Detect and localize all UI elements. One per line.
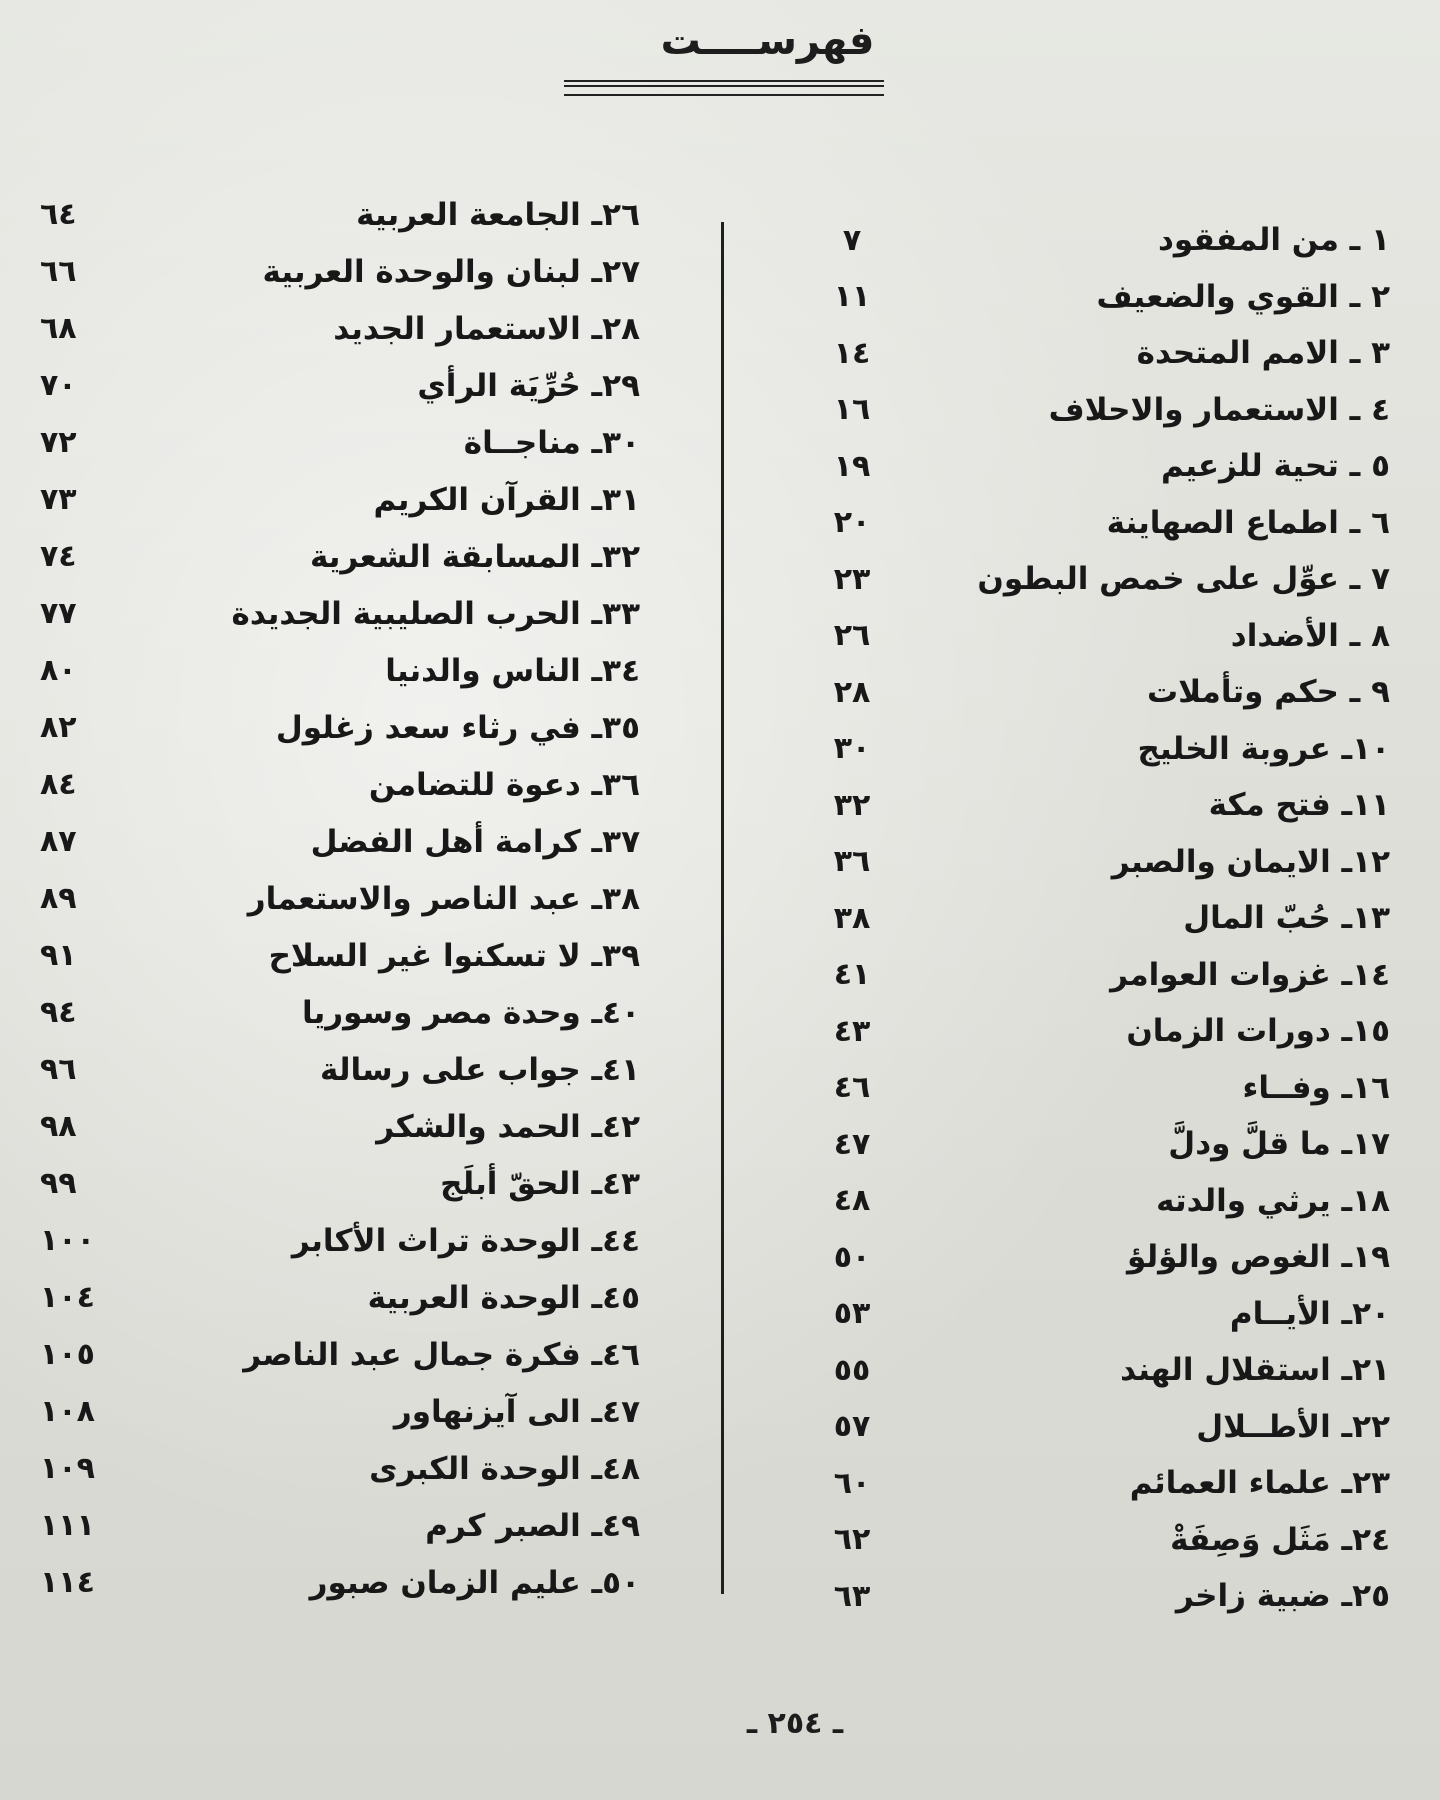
toc-entry	[820, 1342, 1390, 1399]
toc-entry-page: ١٦	[833, 392, 871, 428]
toc-entry-title: ٢٣ـ علماء العمائم	[1129, 1465, 1390, 1502]
toc-entry-title: ٢٦ـ الجامعة العربية	[356, 196, 640, 233]
toc-entry	[40, 186, 640, 243]
column-divider	[721, 222, 724, 1594]
toc-entry	[40, 927, 640, 984]
toc-entry-title: ٣٨ـ عبد الناصر والاستعمار	[247, 880, 640, 917]
toc-entry-page: ٨٢	[40, 710, 77, 745]
toc-entry-page: ٣٢	[833, 787, 871, 823]
toc-entry-title: ١٣ـ حُبّ المال	[1183, 900, 1390, 937]
toc-entry-title: ٢٨ـ الاستعمار الجديد	[333, 310, 640, 347]
toc-entry-title: ٣ ـ الامم المتحدة	[1136, 335, 1390, 372]
toc-entry-page: ٥٧	[833, 1409, 871, 1445]
toc-entry-page: ٣٠	[833, 731, 871, 767]
toc-entry	[40, 1440, 640, 1497]
toc-entry	[40, 642, 640, 699]
toc-entry-page: ١١١	[40, 1508, 95, 1543]
page-title: فهرســــت	[660, 18, 875, 64]
toc-entry-title: ١٠ـ عروبة الخليج	[1137, 730, 1390, 767]
toc-entry-title: ٤٣ـ الحقّ أبلَج	[440, 1165, 640, 1202]
toc-entry-page: ٨٠	[40, 653, 77, 688]
toc-entry-page: ٢٠	[833, 505, 871, 541]
toc-entry-page: ١٠٤	[40, 1280, 95, 1315]
toc-entry-title: ٥ ـ تحية للزعيم	[1160, 448, 1390, 485]
toc-entry	[820, 608, 1390, 665]
toc-entry-page: ٨٩	[40, 881, 77, 916]
toc-entry	[40, 471, 640, 528]
toc-entry-title: ٤ ـ الاستعمار والاحلاف	[1048, 391, 1390, 428]
toc-entry-page: ٤١	[833, 957, 871, 993]
toc-entry	[820, 1003, 1390, 1060]
toc-entry-page: ١٠٠	[40, 1223, 95, 1258]
toc-entry-page: ٩٩	[40, 1166, 77, 1201]
toc-entry	[40, 1269, 640, 1326]
toc-entry	[820, 721, 1390, 778]
toc-entry	[820, 1568, 1390, 1625]
toc-entry	[40, 414, 640, 471]
toc-entry-page: ١١٤	[40, 1565, 95, 1600]
toc-entry	[40, 1155, 640, 1212]
toc-entry	[820, 777, 1390, 834]
toc-entry-title: ٨ ـ الأضداد	[1230, 617, 1390, 654]
toc-entry	[820, 1060, 1390, 1117]
toc-entry	[40, 1497, 640, 1554]
toc-entry-title: ٣٧ـ كرامة أهل الفضل	[310, 823, 640, 860]
toc-entry-page: ٨٧	[40, 824, 77, 859]
toc-entry	[40, 1383, 640, 1440]
toc-entry	[820, 1512, 1390, 1569]
toc-entry-title: ١٩ـ الغوص والؤلؤ	[1127, 1239, 1390, 1276]
toc-entry	[40, 1098, 640, 1155]
toc-entry	[820, 438, 1390, 495]
toc-entry-page: ٧٧	[40, 596, 77, 631]
toc-entry	[40, 756, 640, 813]
toc-entry-title: ٣٦ـ دعوة للتضامن	[368, 766, 640, 803]
toc-entry-page: ٨٤	[40, 767, 77, 802]
toc-entry	[40, 870, 640, 927]
toc-left-column	[40, 186, 640, 1611]
toc-entry-page: ٦٠	[833, 1465, 871, 1501]
toc-right-column	[820, 212, 1390, 1625]
toc-entry	[820, 269, 1390, 326]
toc-entry-title: ٣١ـ القرآن الكريم	[373, 481, 640, 518]
toc-entry-page: ٦٦	[40, 254, 77, 289]
toc-entry-title: ٦ ـ اطماع الصهاينة	[1106, 504, 1390, 541]
toc-entry-title: ٤٠ـ وحدة مصر وسوريا	[302, 994, 640, 1031]
toc-entry-page: ٤٧	[833, 1126, 871, 1162]
toc-entry-title: ١٥ـ دورات الزمان	[1126, 1013, 1390, 1050]
toc-entry-page: ٢٨	[833, 674, 871, 710]
toc-entry	[40, 1212, 640, 1269]
toc-entry-page: ٩٤	[40, 995, 77, 1030]
toc-entry-title: ٤٩ـ الصبر كرم	[425, 1507, 640, 1544]
toc-entry	[40, 813, 640, 870]
toc-entry-page: ٦٢	[833, 1522, 871, 1558]
toc-entry	[40, 1326, 640, 1383]
toc-entry-title: ١٦ـ وفــاء	[1242, 1069, 1390, 1106]
toc-entry-page: ٤٨	[833, 1183, 871, 1219]
toc-entry	[820, 1286, 1390, 1343]
toc-entry-page: ٦٤	[40, 197, 77, 232]
toc-entry	[820, 1399, 1390, 1456]
toc-entry-title: ٢٠ـ الأيــام	[1229, 1295, 1390, 1332]
toc-entry-page: ١٤	[833, 335, 871, 371]
toc-entry	[820, 551, 1390, 608]
toc-entry-title: ١٧ـ ما قلَّ ودلَّ	[1168, 1126, 1390, 1163]
toc-entry-title: ٩ ـ حكم وتأملات	[1146, 674, 1390, 711]
toc-entry-page: ١٩	[833, 448, 871, 484]
toc-entry	[40, 243, 640, 300]
toc-entry-page: ٧٤	[40, 539, 77, 574]
toc-entry-title: ٤٤ـ الوحدة تراث الأكابر	[291, 1222, 640, 1259]
toc-entry	[40, 585, 640, 642]
toc-entry-title: ٤١ـ جواب على رسالة	[320, 1051, 640, 1088]
toc-entry-page: ٦٨	[40, 311, 77, 346]
toc-entry-title: ٢٢ـ الأطــلال	[1196, 1408, 1390, 1445]
toc-entry-title: ٣٤ـ الناس والدنيا	[385, 652, 640, 689]
toc-entry-title: ٣٣ـ الحرب الصليبية الجديدة	[231, 595, 640, 632]
toc-entry	[40, 1554, 640, 1611]
toc-entry-page: ٥٣	[833, 1296, 871, 1332]
toc-entry-title: ٣٢ـ المسابقة الشعرية	[309, 538, 640, 575]
toc-entry-title: ٤٧ـ الى آيزنهاور	[393, 1393, 640, 1430]
toc-entry	[820, 325, 1390, 382]
toc-entry-page: ٩٨	[40, 1109, 77, 1144]
toc-entry-title: ١٢ـ الايمان والصبر	[1111, 843, 1390, 880]
toc-entry-page: ٢٦	[833, 618, 871, 654]
toc-entry-title: ٢ ـ القوي والضعيف	[1096, 278, 1390, 315]
toc-entry-page: ١٠٥	[40, 1337, 95, 1372]
toc-entry-title: ١١ـ فتح مكة	[1208, 787, 1390, 824]
toc-entry-title: ٤٨ـ الوحدة الكبرى	[369, 1450, 640, 1487]
toc-entry-title: ٢٧ـ لبنان والوحدة العربية	[262, 253, 640, 290]
toc-entry-title: ٢١ـ استقلال الهند	[1120, 1352, 1390, 1389]
toc-entry-page: ٣٦	[833, 844, 871, 880]
toc-entry-title: ١٨ـ يرثي والدته	[1156, 1182, 1390, 1219]
toc-entry-page: ١١	[833, 279, 871, 315]
toc-entry-title: ٤٢ـ الحمد والشكر	[376, 1108, 640, 1145]
title-double-rule	[564, 80, 884, 96]
toc-entry-title: ٤٥ـ الوحدة العربية	[367, 1279, 640, 1316]
toc-entry	[40, 300, 640, 357]
toc-entry-page: ٧	[842, 222, 862, 258]
toc-entry	[40, 1041, 640, 1098]
toc-entry-title: ٧ ـ عوِّل على خمص البطون	[977, 561, 1390, 598]
toc-entry	[820, 947, 1390, 1004]
toc-entry	[820, 1173, 1390, 1230]
toc-entry-page: ٤٦	[833, 1070, 871, 1106]
toc-entry-page: ٧٣	[40, 482, 77, 517]
toc-entry	[820, 1116, 1390, 1173]
toc-entry	[820, 1455, 1390, 1512]
toc-entry-page: ١٠٩	[40, 1451, 95, 1486]
toc-entry-title: ٣٠ـ مناجــاة	[463, 424, 640, 461]
toc-entry	[40, 528, 640, 585]
toc-entry	[40, 699, 640, 756]
toc-entry-page: ٤٣	[833, 1013, 871, 1049]
toc-entry-page: ٣٨	[833, 900, 871, 936]
toc-entry	[820, 1229, 1390, 1286]
toc-entry-title: ٢٤ـ مَثَل وَصِفَةْ	[1170, 1521, 1390, 1558]
toc-entry-title: ٤٦ـ فكرة جمال عبد الناصر	[243, 1336, 640, 1373]
toc-entry	[820, 664, 1390, 721]
toc-entry-title: ١٤ـ غزوات العوامر	[1110, 956, 1390, 993]
toc-entry-page: ٥٥	[833, 1352, 871, 1388]
toc-entry	[820, 495, 1390, 552]
toc-entry	[820, 890, 1390, 947]
page-number: ـ ٢٥٤ ـ	[746, 1706, 844, 1741]
toc-entry	[40, 357, 640, 414]
toc-entry-title: ٢٥ـ ضبية زاخر	[1175, 1578, 1390, 1615]
toc-entry-page: ٧٢	[40, 425, 77, 460]
toc-entry	[820, 382, 1390, 439]
toc-entry-page: ٥٠	[833, 1239, 871, 1275]
toc-entry-title: ٣٩ـ لا تسكنوا غير السلاح	[268, 937, 640, 974]
toc-entry-title: ٥٠ـ عليم الزمان صبور	[309, 1564, 640, 1601]
toc-entry-title: ١ ـ من المفقود	[1157, 222, 1390, 259]
toc-entry-page: ٦٣	[833, 1578, 871, 1614]
toc-entry-page: ٩٦	[40, 1052, 77, 1087]
toc-entry-page: ٧٠	[40, 368, 77, 403]
toc-entry-page: ١٠٨	[40, 1394, 95, 1429]
toc-entry-title: ٣٥ـ في رثاء سعد زغلول	[275, 709, 640, 746]
toc-entry	[40, 984, 640, 1041]
toc-entry	[820, 212, 1390, 269]
toc-entry-title: ٢٩ـ حُرِّيَة الرأي	[417, 367, 640, 404]
toc-entry	[820, 834, 1390, 891]
toc-entry-page: ٩١	[40, 938, 77, 973]
toc-entry-page: ٢٣	[833, 561, 871, 597]
